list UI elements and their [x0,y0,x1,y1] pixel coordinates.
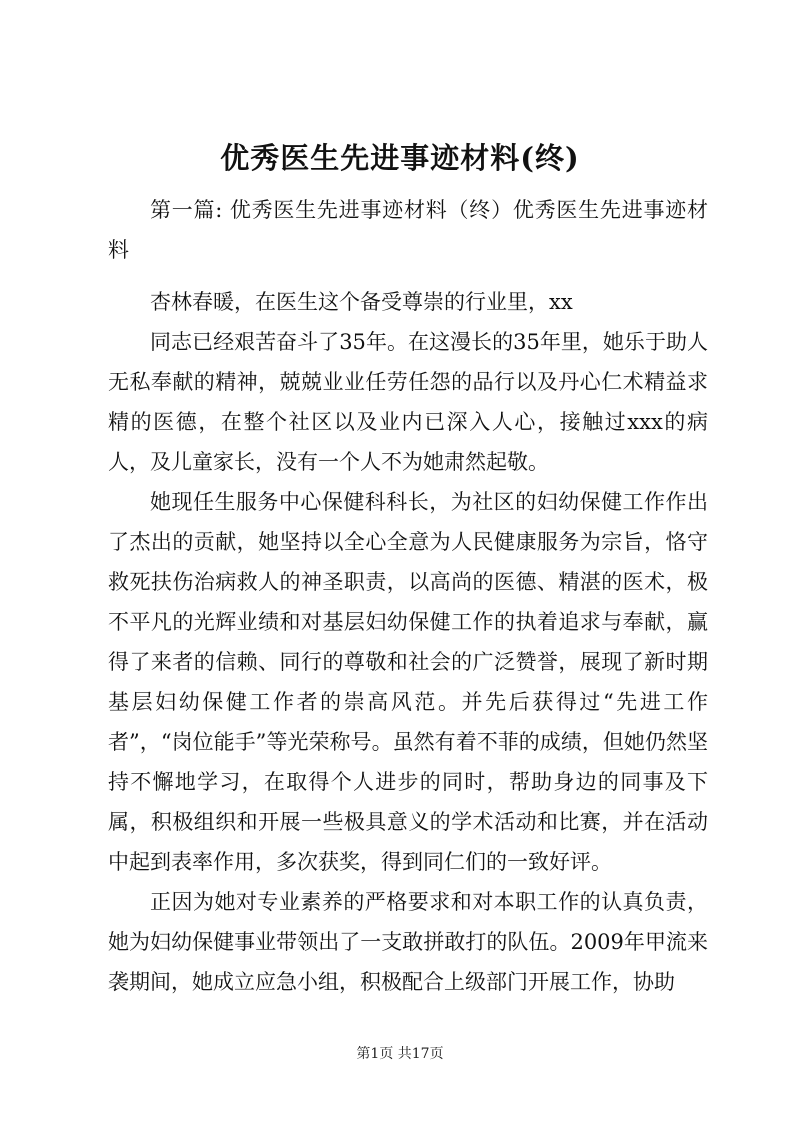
paragraph-4: 她现任生服务中心保健科科长，为社区的妇幼保健工作作出了杰出的贡献，她坚持以全心全意为人民健康服务为宗旨，恪守救死扶伤治病救人的神圣职责，以高尚的医德、精湛的医术，极不平凡的光辉业绩和对基层妇幼保健工作的执着追求与奉献，赢得了来者的信赖、同行的尊敬和社会的广泛赞誉，展现了新时期基层妇幼保健工作者的崇高风范。并先后获得过“先进工作者”，“岗位能手”等光荣称号。虽然有着不菲的成绩，但她仍然坚持不懈地学习，在取得个人进步的同时，帮助身边的同事及下属，积极组织和开展一些极具意义的学术活动和比赛，并在活动中起到表率作用，多次获奖，得到同仁们的一致好评。 [108,490,708,874]
document-body [108,190,708,1002]
document-title: 优秀医生先进事迹材料(终) [220,141,580,175]
paragraph-5: 正因为她对专业素养的严格要求和对本职工作的认真负责，她为妇幼保健事业带领出了一支敢拼敢打的队伍。2009年甲流来袭期间，她成立应急小组，积极配合上级部门开展工作，协助 [108,890,708,994]
page-footer: 第1页 共17页 [356,1046,444,1062]
paragraph-3: 同志已经艰苦奋斗了35年。在这漫长的35年里，她乐于助人无私奉献的精神，兢兢业业任劳任怨的品行以及丹心仁术精益求精的医德，在整个社区以及业内已深入人心，接触过xxx的病人，及儿童家长，没有一个人不为她肃然起敬。 [108,330,708,474]
paragraph-1: 第一篇: 优秀医生先进事迹材料（终）优秀医生先进事迹材料 [108,198,708,262]
paragraph-2: 杏林春暖，在医生这个备受尊崇的行业里，xx [150,290,573,314]
